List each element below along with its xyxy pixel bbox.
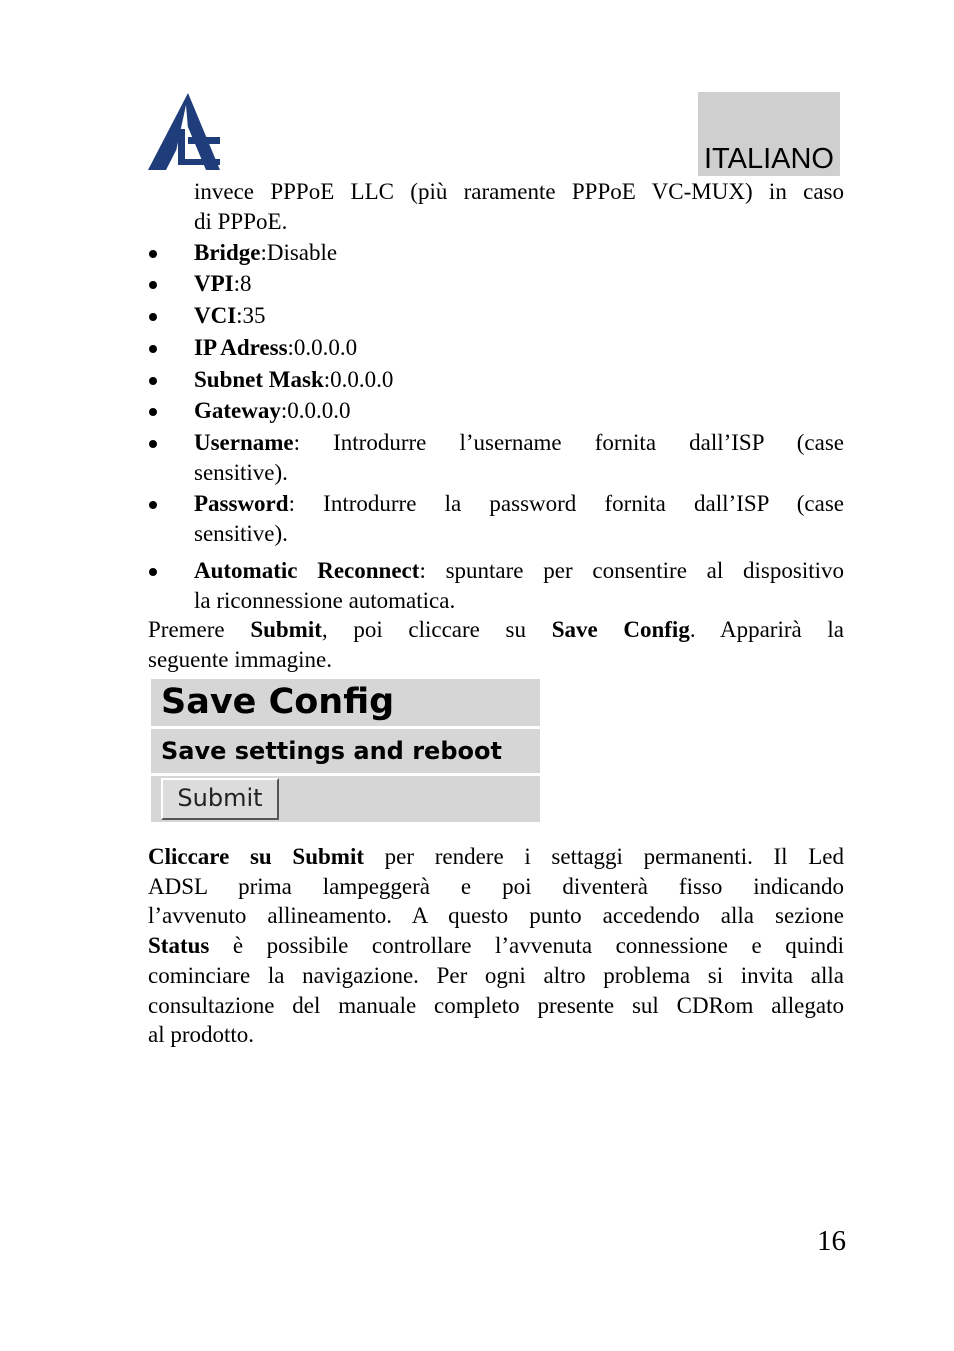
setting-value: :0.0.0.0 xyxy=(280,398,351,423)
setting-key: Bridge xyxy=(194,240,261,265)
setting-value: : Introdurre l’username fornita dall’ISP (case xyxy=(293,430,844,455)
save-config-title: Save Config xyxy=(151,679,540,726)
conclusion-bold: Cliccare su Submit xyxy=(148,844,364,869)
conclusion-bold: Status xyxy=(148,933,210,958)
setting-value: :8 xyxy=(233,271,252,296)
setting-key: Automatic Reconnect xyxy=(194,558,420,583)
atlantis-logo-icon xyxy=(148,93,220,171)
intro-line-1: invece PPPoE LLC (più raramente PPPoE VC-MUX) in caso xyxy=(194,179,844,204)
conclusion-line xyxy=(148,842,844,872)
conclusion-text: per rendere i settaggi permanenti. Il Led xyxy=(364,844,844,869)
submit-row xyxy=(151,776,540,822)
conclusion-line: consultazione del manuale completo presente sul CDRom allegato xyxy=(148,993,844,1018)
language-tab-label: ITALIANO xyxy=(704,143,834,175)
submit-button[interactable]: Submit xyxy=(161,778,279,820)
conclusion-line: cominciare la navigazione. Per ogni altro problema si invita alla xyxy=(148,963,844,988)
setting-key: VCI xyxy=(194,303,237,328)
save-config-subtitle: Save settings and reboot xyxy=(151,729,540,773)
setting-value: :35 xyxy=(236,303,266,328)
conclusion-text: è possibile controllare l’avvenuta connessione e quindi xyxy=(209,933,844,958)
setting-value-continued: sensitive). xyxy=(194,521,288,546)
instruction-line-2: seguente immagine. xyxy=(148,647,332,672)
instruction-text: Premere xyxy=(148,617,251,642)
setting-value: :0.0.0.0 xyxy=(287,335,358,360)
instruction-text: , poi cliccare su xyxy=(321,617,552,642)
intro-line-2: di PPPoE. xyxy=(194,209,288,234)
save-config-screenshot xyxy=(149,677,542,824)
setting-key: Gateway xyxy=(194,398,281,423)
setting-key: IP Adress xyxy=(194,335,288,360)
conclusion-line: al prodotto. xyxy=(148,1022,255,1047)
setting-value: : spuntare per consentire al dispositivo xyxy=(419,558,844,583)
instruction-line-1 xyxy=(148,615,844,645)
setting-value-continued: la riconnessione automatica. xyxy=(194,588,456,613)
conclusion-line: l’avvenuto allineamento. A questo punto accedendo alla sezione xyxy=(148,903,844,928)
setting-key: VPI xyxy=(194,271,234,296)
setting-value: : Introdurre la password fornita dall’ISP (case xyxy=(288,491,844,516)
instruction-text: . Apparirà la xyxy=(689,617,844,642)
setting-key: Password xyxy=(194,491,289,516)
setting-value: :0.0.0.0 xyxy=(323,367,394,392)
instruction-bold-submit: Submit xyxy=(250,617,322,642)
setting-key: Subnet Mask xyxy=(194,367,324,392)
language-tab xyxy=(698,92,840,176)
page-number: 16 xyxy=(817,1225,846,1257)
conclusion-line xyxy=(148,931,844,961)
setting-key: Username xyxy=(194,430,294,455)
setting-value: :Disable xyxy=(260,240,338,265)
setting-value-continued: sensitive). xyxy=(194,460,288,485)
instruction-bold-save-config: Save Config xyxy=(551,617,690,642)
conclusion-line: ADSL prima lampeggerà e poi diventerà fisso indicando xyxy=(148,874,844,899)
